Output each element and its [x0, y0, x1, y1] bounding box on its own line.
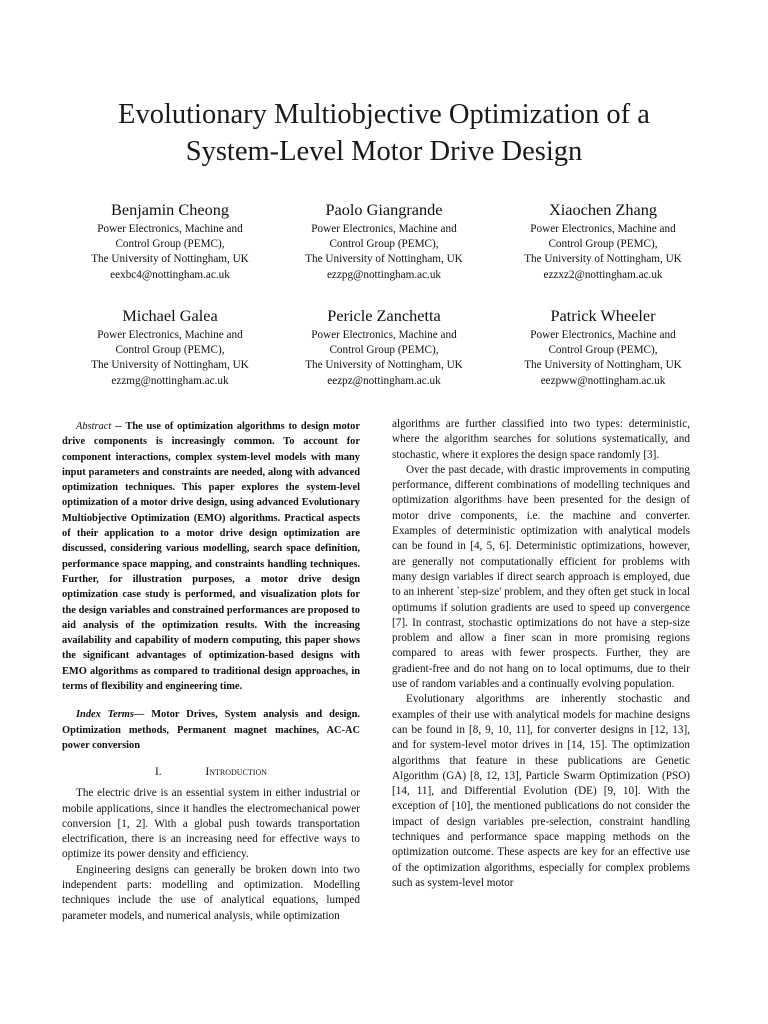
section-heading — [62, 765, 360, 780]
author-name: Michael Galea — [122, 306, 218, 325]
author-email: ezzpg@nottingham.ac.uk — [326, 268, 442, 281]
author-name: Pericle Zanchetta — [327, 306, 441, 325]
author-affiliation: The University of Nottingham, UK — [524, 359, 682, 372]
author-affiliation: The University of Nottingham, UK — [91, 253, 249, 266]
author-affiliation: Power Electronics, Machine and — [97, 223, 243, 235]
paragraph: algorithms are further classified into two types: deterministic, where the algorithm searches for solutions systematically, and stochastic, where it explores the design space randomly [3]. — [392, 418, 690, 461]
paragraph: Engineering designs can generally be broken down into two independent parts: modelling and optimization. Modelling techniques include the use of analytical equations, lumped parameter models, and numerical analysis, while optimization — [62, 863, 360, 922]
author-affiliation: The University of Nottingham, UK — [91, 359, 249, 372]
author-affiliation: Power Electronics, Machine and — [311, 223, 457, 235]
author-affiliation: Control Group (PEMC), — [548, 344, 658, 357]
author-name: Patrick Wheeler — [550, 306, 656, 325]
author-block — [266, 306, 502, 389]
index-terms-lead: Index Terms— — [76, 709, 145, 721]
author-affiliation: Control Group (PEMC), — [329, 238, 439, 251]
section-title: Introduction — [205, 766, 268, 779]
title-line-1: Evolutionary Multiobjective Optimization of a — [118, 99, 650, 130]
author-affiliation: The University of Nottingham, UK — [524, 253, 682, 266]
author-affiliation: Control Group (PEMC), — [115, 344, 225, 357]
author-affiliation: Control Group (PEMC), — [548, 238, 658, 251]
index-terms-text: Motor Drives, System analysis and design. Optimization methods, Permanent magnet machines, AC-AC power conversion — [62, 709, 360, 751]
author-block — [266, 200, 502, 283]
author-affiliation: Power Electronics, Machine and — [530, 329, 676, 341]
author-affiliation: Power Electronics, Machine and — [97, 329, 243, 341]
author-block — [485, 306, 721, 389]
index-terms — [62, 707, 360, 753]
author-affiliation: Power Electronics, Machine and — [311, 329, 457, 341]
author-affiliation: Control Group (PEMC), — [115, 238, 225, 251]
paragraph: Over the past decade, with drastic improvements in computing performance, different combinations of modelling techniques and optimization algorithms have been presented for the design of motor drive components, i.e. the machine and converter. Examples of deterministic optimization with analytical models can be found in [4, 5, 6]. Deterministic optimizations, however, are generally not computationally efficient for problems with many design variables if direct search approach is employed, due to an inherent `step-size' problem, and they often get stuck in local optimums if solution gradients are used to speed up convergence [7]. In contrast, stochastic optimizations do not have a step-size problem and allow a finer scan in more promising regions compared to areas with fewer prospects. Further, they are gradient-free and do not hang on to local optimums, due to their use of random variables and a continually evolving population. — [392, 463, 690, 691]
author-block — [52, 200, 288, 283]
author-email: ezzmg@nottingham.ac.uk — [111, 374, 229, 387]
author-affiliation: Control Group (PEMC), — [329, 344, 439, 357]
left-column — [62, 419, 360, 924]
right-column — [392, 417, 690, 891]
author-name: Xiaochen Zhang — [548, 200, 658, 219]
author-block — [52, 306, 288, 389]
section-number: I. — [154, 766, 162, 779]
author-affiliation: Power Electronics, Machine and — [530, 223, 676, 235]
abstract — [62, 419, 360, 694]
abstract-lead: Abstract -- — [76, 421, 122, 432]
author-name: Benjamin Cheong — [110, 200, 230, 219]
title-line-2: System-Level Motor Drive Design — [185, 136, 583, 167]
author-email: ezzxz2@nottingham.ac.uk — [543, 268, 663, 281]
paper-title — [40, 96, 728, 170]
paragraph: Evolutionary algorithms are inherently stochastic and examples of their use with analytical models for machine designs can be found in [8, 9, 10, 11], for converter designs in [12, 13], and for system-level motor drives in [14, 15]. The optimization algorithms that feature in these publications are Genetic Algorithm (GA) [8, 12, 13], Particle Swarm Optimization (PSO) [14, 11], and Differential Evolution (DE) [9, 10]. With the exception of [10], the mentioned publications do not consider the impact of design variables pre-selection, constraint handling techniques and performance space mapping methods on the optimization outcome. These aspects are key for an effective use of the optimization algorithms, especially for complex problems such as system-level motor — [392, 693, 690, 889]
author-block — [485, 200, 721, 283]
author-affiliation: The University of Nottingham, UK — [305, 253, 463, 266]
author-affiliation: The University of Nottingham, UK — [305, 359, 463, 372]
paragraph: The electric drive is an essential system in either industrial or mobile applications, since it handles the electromechanical power conversion [1, 2]. With a global push towards transportation electrification, there is an increasing need for effective ways to optimize its power density and efficiency. — [62, 787, 360, 861]
author-email: eexbc4@nottingham.ac.uk — [110, 268, 230, 281]
author-email: eezpz@nottingham.ac.uk — [327, 374, 441, 387]
author-email: eezpww@nottingham.ac.uk — [540, 374, 666, 387]
abstract-text: The use of optimization algorithms to design motor drive components is increasingly common. To account for component interactions, complex system-level models with many input parameters and constraints are needed, along with advanced optimization techniques. This paper explores the system-level optimization of a motor drive design, using advanced Evolutionary Multiobjective Optimization (EMO) algorithms. Practical aspects of their application to a motor drive design optimization are discussed, considering various modelling, search space definition, performance space mapping, and constraints handling techniques. Further, for illustration purposes, a motor drive design optimization case study is performed, and visualization plots for the design variables and constrained performances are proposed to aid analysis of the optimization results. With the increasing availability and capability of modern computing, this paper shows the significant advantages of optimization-based designs with EMO algorithms as compared to traditional design approaches, in terms of flexibility and engineering time. — [62, 421, 360, 693]
author-name: Paolo Giangrande — [325, 200, 443, 219]
